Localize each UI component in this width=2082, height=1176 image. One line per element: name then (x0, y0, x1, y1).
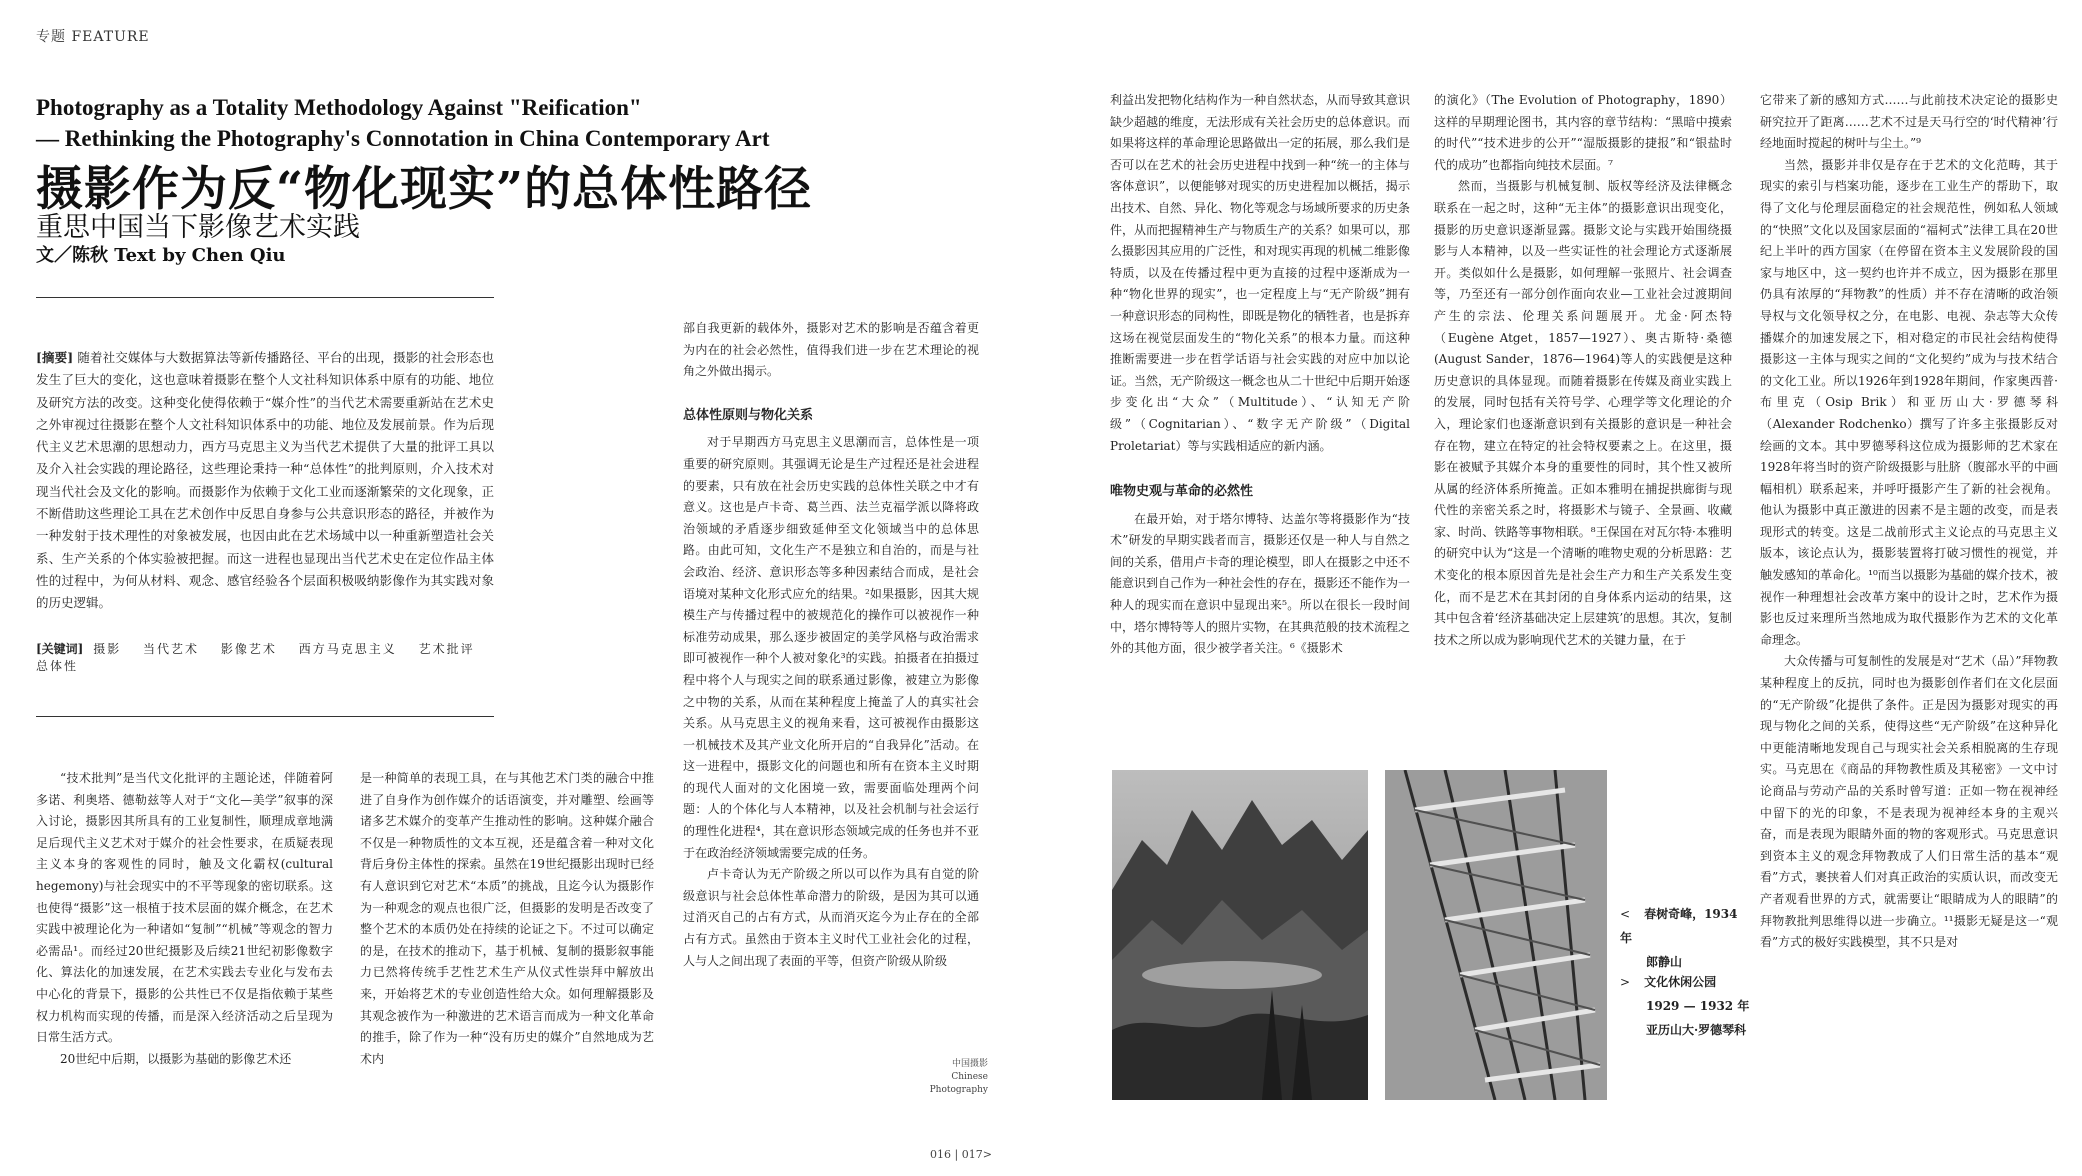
paragraph: 利益出发把物化结构作为一种自然状态，从而导致其意识缺少超越的维度，无法形成有关社会历史的总体意识。而如果将这样的革命理论思路做出一定的拓展，那么我们是否可以在艺术的社会历史进程中找到一种“统一的主体与客体意识”，以便能够对现实的历史进程加以概括，揭示出技术、自然、异化、物化等观念与场域所要求的历史条件，从而把握精神生产与物质生产的关系？如果可以，那么摄影因其应用的广泛性，和对现实再现的机械二维影像特质，以及在传播过程中更为直接的过程中逐渐成为一种“物化世界的现实”，也一定程度上与“无产阶级”拥有一种意识形态的同构性，即既是物化的牺牲者，也是拆弃这场在视觉层面发生的“物化关系”的根本力量。而这种推断需要进一步在哲学话语与社会实践的对应中加以论证。当然，无产阶级这一概念也从二十世纪中后期开始逐步变化出“大众”（Multitude）、“认知无产阶级”（Cognitarian）、“数字无产阶级”（Digital Proletariat）等与实践相适应的新内涵。 (1110, 93, 1410, 453)
paragraph: 大众传播与可复制性的发展是对“艺术（品）”拜物教某种程度上的反抗，同时也为摄影创作者们在文化层面的“无产阶级”化提供了条件。正是因为摄影对现实的再现与物化之间的关系，使得这些“无产阶级”在这种异化中更能清晰地发现自己与现实社会关系相脱离的生存现实。马克思在《商品的拜物教性质及其秘密》一文中讨论商品与劳动产品的关系时曾写道：正如一物在视神经中留下的光的印象，不是表现为视神经本身的主观兴奋，而是表现为眼睛外面的物的客观形式。马克思意识到资本主义的观念拜物教成了人们日常生活的基本“观看”方式，裹挟着人们对真正政治的实质认识，而改变无产者观看世界的方式，就需要让“眼睛成为人的眼睛”的拜物教批判思维得以进一步确立。¹¹摄影无疑是这一“观看”方式的极好实践模型，其不只是对 (1760, 654, 2058, 950)
magazine-label-en1: Chinese (951, 1072, 988, 1082)
keywords-label: [关键词] (36, 642, 84, 656)
caption-author: 郎静山 (1646, 955, 1683, 969)
caption-left-photo (1620, 902, 1740, 974)
keyword: 西方马克思主义 (298, 642, 397, 656)
abstract (36, 347, 494, 615)
magazine-label-cn: 中国摄影 (951, 1059, 988, 1069)
abstract-label: [摘要] (36, 350, 74, 365)
caption-author: 亚历山大·罗德琴科 (1646, 1023, 1747, 1037)
abstract-text: 随着社交媒体与大数据算法等新传播路径、平台的出现，摄影的社会形态也发生了巨大的变化，这也意味着摄影在整个人文社科知识体系中原有的功能、地位及研究方法的改变。这种变化使得依赖于“媒介性”的当代艺术需要重新站在艺术史之外审视过往摄影在整个人文社科知识体系中的功能、地位及发展前景。作为后现代主义艺术思潮的思想动力，西方马克思主义为当代艺术提供了大量的批评工具以及介入社会实践的理论路径，这些理论秉持一种“总体性”的批判原则，介入技术对现当代社会及文化的影响。而摄影作为依赖于文化工业而逐渐繁荣的文化现象，正不断借助这些理论工具在艺术创作中反思自身参与公共意识形态的路径，并被作为一种发射于技术理性的对象被发展，也因由此在艺术场域中以一种重新塑造社会关系、生产关系的个体实验被把握。而这一进程也显现出当代艺术史在定位作品主体性的过程中，为何从材料、观念、感官经验各个层面积极吸纳影像作为其实践对象的历史逻辑。 (36, 350, 494, 611)
title-english (36, 92, 776, 154)
magazine-label-en2: Photography (929, 1085, 988, 1095)
section-label: 专题 FEATURE (36, 29, 150, 45)
magazine-label (928, 1058, 988, 1097)
keywords (36, 640, 494, 674)
caption-arrow: < (1620, 907, 1631, 921)
paragraph: 20世纪中后期，以摄影为基础的影像艺术还 (60, 1051, 292, 1066)
caption-right-photo (1620, 970, 1750, 1042)
paragraph: “技术批判”是当代文化批评的主题论述，伴随着阿多诺、利奥塔、德勒兹等人对于“文化—美学”叙事的深入讨论，摄影因其所具有的工业复制性，顺理成章地满足后现代主义艺术对于媒介的社会性要求，在质疑表现主义本身的客观性的同时，触及文化霸权(cultural hegemony)与社会现实中的不平等现象的密切联系。这也使得“摄影”这一根植于技术层面的媒介概念，在艺术实践中被理论化为一种诸如“复制”“机械”等观念的智力必需品¹。而经过20世纪摄影及后续21世纪初影像数字化、算法化的加速发展，在艺术实践去专业化与发布去中心化的背景下，摄影的公共性已不仅是指依赖于某些权力机构而实现的传播，而是深入经济活动之后呈现为日常生活方式。 (36, 771, 333, 1045)
paragraph: 卢卡奇认为无产阶级之所以可以作为具有自觉的阶级意识与社会总体性革命潜力的阶级，是因为其可以通过消灭自己的占有方式，从而消灭迄今为止存在的全部占有方式。虽然由于资本主义时代工业社会化的过程，人与人之间出现了表面的平等，但资产阶级从阶级 (683, 867, 979, 968)
title-chinese: 摄影作为反“物化现实”的总体性路径 (36, 162, 813, 217)
page-numbers: 016 | 017> (930, 1148, 992, 1161)
paragraph: 是一种简单的表现工具，在与其他艺术门类的融合中推进了自身作为创作媒介的话语演变，并对雕塑、绘画等诸多艺术媒介的变革产生推动性的影响。这种媒介融合不仅是一种物质性的文本互视，还是蕴含着一种对文化背后身份主体性的探索。虽然在19世纪摄影出现时已经有人意识到它对艺术“本质”的挑战，且迄今认为摄影作为一种观念的观点也很广泛，但摄影的发明是否改变了整个艺术的本质仍处在持续的论证之下。不过可以确定的是，在技术的推动下，基于机械、复制的摄影叙事能力已然将传统手艺性艺术生产从仪式性崇拜中解放出来，开始将艺术的专业创造性给大众。如何理解摄影及其观念被作为一种激进的艺术语言而成为一种文化革命的推手，除了作为一种“没有历史的媒介”自然地成为艺术内 (360, 771, 654, 1066)
caption-date: 1929 — 1932 年 (1646, 999, 1750, 1013)
body-column-4 (1110, 90, 1410, 750)
keyword: 影像艺术 (220, 642, 277, 656)
author-byline: 文／陈秋 Text by Chen Qiu (36, 245, 286, 266)
body-column-6 (1760, 90, 2058, 1130)
title-english-line1: Photography as a Totality Methodology Against "Reification" (36, 95, 642, 120)
keyword: 总体性 (36, 659, 79, 673)
paragraph: 然而，当摄影与机械复制、版权等经济及法律概念联系在一起之时，这种“无主体”的摄影意识出现变化，摄影的历史意识逐渐显露。摄影文论与实践开始围绕摄影与人本精神，以及一些实证性的社会理论方式逐渐展开。类似如什么是摄影，如何理解一张照片、社会调查等，乃至还有一部分创作面向农业—工业社会过渡期间产生的宗法、伦理关系问题展开。尤金·阿杰特（Eugène Atget，1857—1927）、奥古斯特·桑德(August Sander，1876—1964)等人的实践便是这种历史意识的具体显现。而随着摄影在传媒及商业实践上的发展，同时包括有关符号学、心理学等文化理论的介入，理论家们也逐渐意识到有关摄影的意识是一种社会存在物，建立在特定的社会特权要素之上。在这里，摄影在被赋予其媒介本身的重要性的同时，其个性又被所从属的经济体系所掩盖。正如本雅明在捕捉拱廊街与现代性的亲密关系之时，将摄影术与镜子、全景画、收藏家、时尚、铁路等事物相联。⁸王保国在对瓦尔特·本雅明的研究中认为“这是一个清晰的唯物史观的分析思路：艺术变化的根本原因首先是社会生产力和生产关系发生变化，而不是艺术在其封闭的自身体系内运动的结果，这其中包含着‘经济基础决定上层建筑’的思想。其次，复制技术之所以成为影响现代艺术的关键力量，在于 (1434, 179, 1732, 647)
keyword: 艺术批评 (418, 642, 475, 656)
caption-arrow: > (1620, 975, 1631, 989)
divider-top (36, 297, 494, 298)
paragraph: 在最开始，对于塔尔博特、达盖尔等将摄影作为“技术”研发的早期实践者而言，摄影还仅是一种人与自然之间的关系，借用卢卡奇的理论模型，即人在摄影之中还不能意识到自己作为一种社会性的存在，摄影还不能作为一种人的现实而在意识中显现出来⁵。所以在很长一段时间中，塔尔博特等人的照片实物，在其典范般的技术流程之外的其他方面，很少被学者关注。⁶《摄影术 (1110, 511, 1410, 656)
caption-title: 文化休闲公园 (1644, 975, 1717, 989)
body-column-1 (36, 768, 333, 1118)
paragraph: 当然，摄影并非仅是存在于艺术的文化范畴，其于现实的索引与档案功能，逐步在工业生产的帮助下，取得了文化与伦理层面稳定的社会规范性，例如私人领域的“快照”文化以及国家层面的“福柯式”法律工具在20世纪上半叶的西方国家（在停留在资本主义发展阶段的国家与地区中，这一契约也许并不成立，因为摄影在那里仍具有浓厚的“拜物教”的性质）并不存在清晰的政治领导权与文化领导权之分，在电影、电视、杂志等大众传播媒介的加速发展之下，相对稳定的市民社会结构使得摄影这一主体与现实之间的“文化契约”成为与技术结合的文化工业。所以1926年到1928年期间，作家奥西普·布里克（Osip Brik）和亚历山大·罗德琴科（Alexander Rodchenko）撰写了许多主张摄影反对绘画的文本。其中罗德琴科这位成为摄影师的艺术家在1928年将当时的资产阶级摄影与肚脐（腹部水平的中画幅相机）联系起来，并呼吁摄影产生了新的社会视角。他认为摄影中真正激进的因素不是主题的改变，而是表现形式的转变。这是二战前形式主义论点的马克思主义版本，该论点认为，摄影装置将打破习惯性的视觉，并触发感知的革命化。¹⁰而当以摄影为基础的媒介技术，被视作一种理想社会改革方案中的设计之时，艺术作为摄影也反过来理所当然地成为取代摄影作为艺术的文化革命理念。 (1760, 157, 2058, 647)
keyword: 当代艺术 (143, 642, 200, 656)
section-heading: 唯物史观与革命的必然性 (1110, 484, 1254, 500)
caption-title: 春树奇峰，1934年 (1620, 907, 1738, 945)
paragraph: 对于早期西方马克思主义思潮而言，总体性是一项重要的研究原则。其强调无论是生产过程还是社会进程的要素，只有放在社会历史实践的总体性关联之中才有意义。这也是卢卡奇、葛兰西、法兰克福学派以降将政治领域的矛盾逐步细致延伸至文化领域当中的总体思路。由此可知，文化生产不是独立和自治的，而是与社会政治、经济、意识形态等多种因素结合而成，是社会语境对某种文化形式应允的结果。²如果摄影，因其大规模生产与传播过程中的被规范化的操作可以被视作一种标准劳动成果，那么逐步被固定的美学风格与政治需求即可被视作一种个人被对象化³的实践。拍摄者在拍摄过程中将个人与现实之间的联系通过影像，被建立为影像之中物的关系，从而在某种程度上掩盖了人的真实社会关系。从马克思主义的视角来看，这可被视作由摄影这一机械技术及其产业文化所开启的“自我异化”活动。在这一进程中，摄影文化的问题也和所有在资本主义时期的现代人面对的文化困境一致，需要面临处理两个问题：人的个体化与人本精神，以及社会机制与社会运行的理性化进程⁴，其在意识形态领域完成的任务也并不亚于在政治经济领域需要完成的任务。 (683, 435, 979, 860)
keyword: 摄影 (93, 642, 122, 656)
paragraph: 它带来了新的感知方式……与此前技术决定论的摄影史研究拉开了距离……艺术不过是天马行空的‘时代精神’行经地面时搅起的树叶与尘土。”⁹ (1760, 93, 2058, 151)
paragraph: 的演化》（The Evolution of Photography，1890）这样的早期理论图书，其内容的章节结构：“黑暗中摸索的时代”“技术进步的公开”“湿版摄影的捷报”和“银盐时代的成功”也都指向纯技术层面。⁷ (1434, 93, 1732, 172)
tower-photo (1385, 770, 1607, 1100)
subtitle-chinese: 重思中国当下影像艺术实践 (36, 212, 360, 243)
body-column-2 (360, 768, 654, 1118)
title-english-line2: — Rethinking the Photography's Connotation in China Contemporary Art (36, 126, 770, 151)
section-heading: 总体性原则与物化关系 (683, 407, 814, 423)
paragraph: 部自我更新的载体外，摄影对艺术的影响是否蕴含着更为内在的社会必然性，值得我们进一步在艺术理论的视角之外做出揭示。 (683, 321, 979, 379)
divider-bottom (36, 716, 494, 717)
body-column-3 (683, 318, 979, 1054)
body-column-5 (1434, 90, 1732, 750)
landscape-photo (1112, 770, 1368, 1100)
